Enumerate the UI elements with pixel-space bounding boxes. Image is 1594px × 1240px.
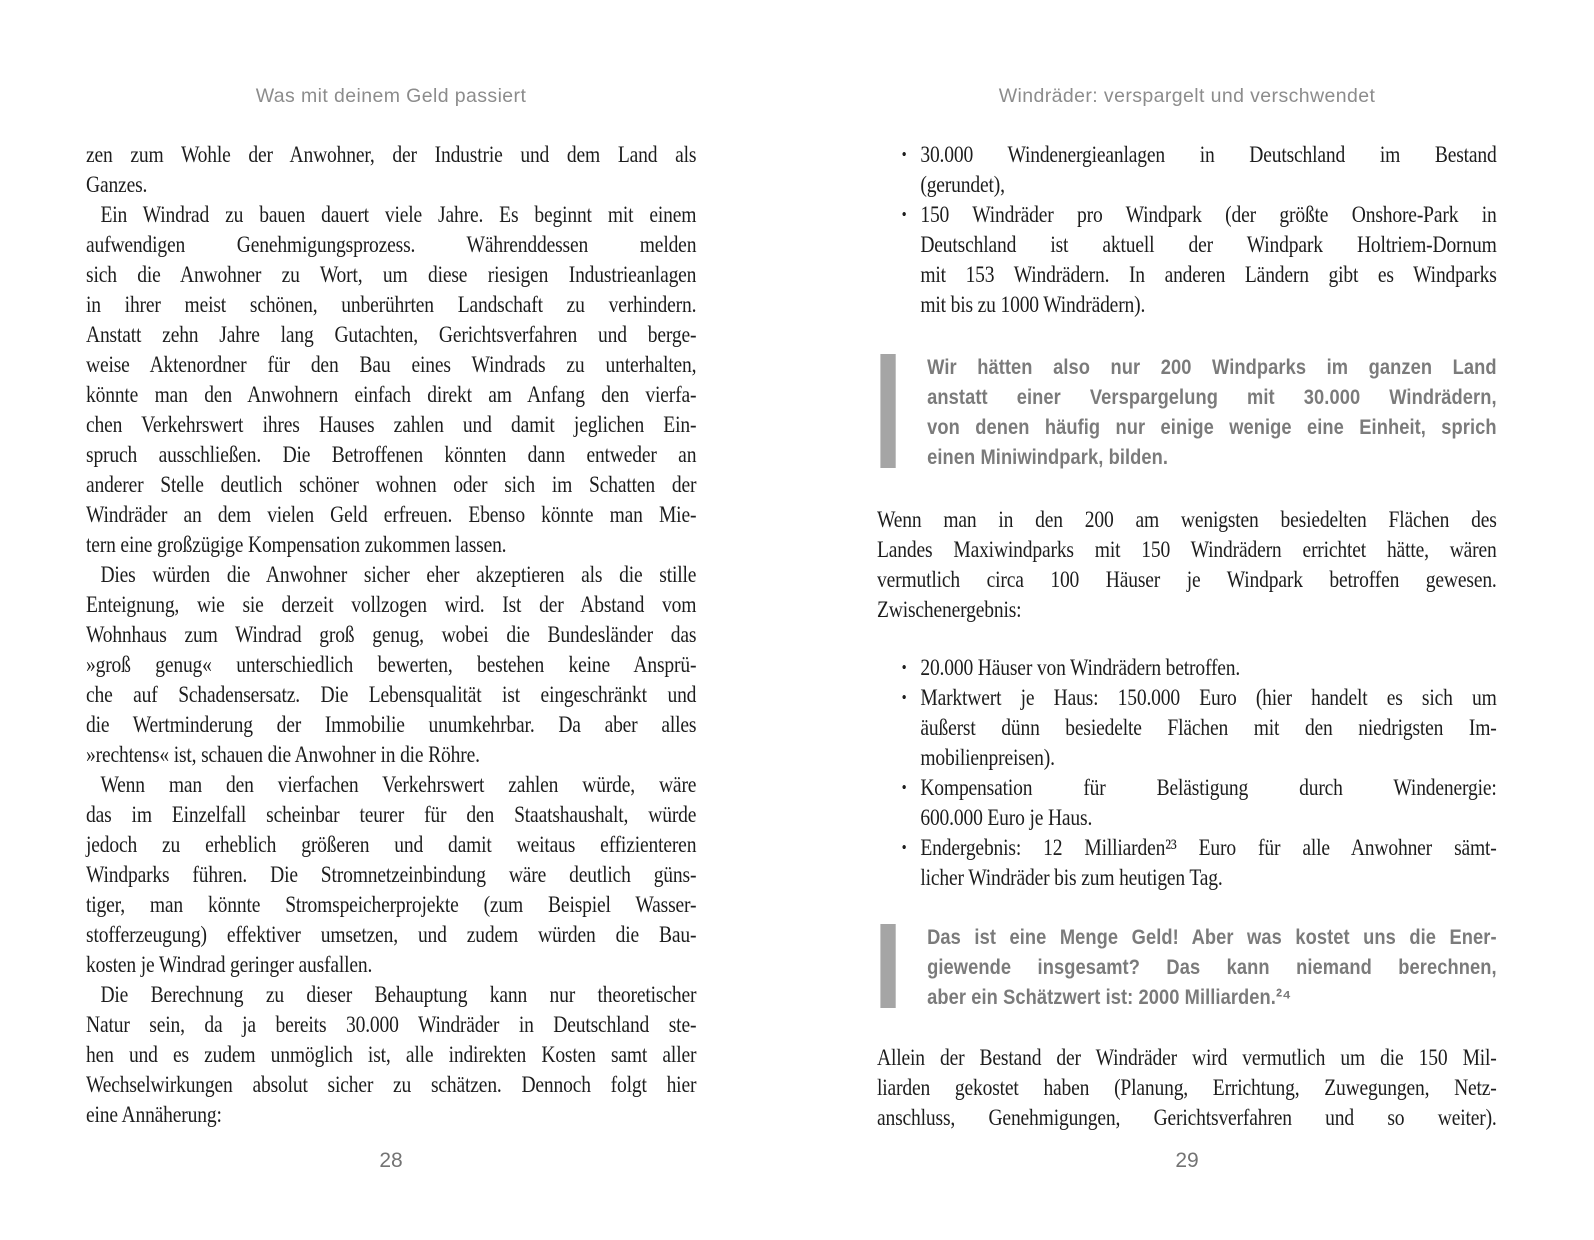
text-line: Kompensation für Belästigung durch Windenergie: [920,775,1497,800]
text-line: könnte man den Anwohnern einfach direkt am Anfang den vierfa- [86,382,697,407]
text-line: hen und es zudem unmöglich ist, alle indirekten Kosten samt aller [86,1042,697,1067]
text-line: Zwischenergebnis: [877,597,1022,622]
text-line: »groß genug« unterschiedlich bewerten, bestehen keine Ansprü- [86,652,697,677]
text-line: äußerst dünn besiedelte Flächen mit den niedrigsten Im- [920,715,1497,740]
bullet-icon: • [901,838,907,857]
page-number-right: 29 [1175,1149,1199,1172]
quote-bar [880,924,895,1008]
text-line: Wir hätten also nur 200 Windparks im ganzen Land [927,355,1497,379]
text-line: stofferzeugung) effektiver umsetzen, und zudem würden die Bau- [86,922,697,947]
text-line: tern eine großzügige Kompensation zukommen lassen. [86,532,507,557]
running-header-right: Windräder: verspargelt und verschwendet [998,85,1376,107]
text-line: Deutschland ist aktuell der Windpark Holtriem-Dornum [920,232,1497,257]
text-line: in ihrer meist schönen, unberührten Landschaft zu verhindern. [86,292,697,317]
text-line: licher Windräder bis zum heutigen Tag. [920,865,1223,890]
text-line: 30.000 Windenergieanlagen in Deutschland im Bestand [920,142,1497,167]
text-line: weise Aktenordner für den Bau eines Windrads zu unterhalten, [86,352,697,377]
bullet-icon: • [901,145,907,164]
text-line: 20.000 Häuser von Windrädern betroffen. [920,655,1241,680]
text-line: Ganzes. [86,172,148,197]
text-line: kosten je Windrad geringer ausfallen. [86,952,373,977]
text-line: Das ist eine Menge Geld! Aber was kostet uns die Ener- [927,925,1497,949]
text-line: 600.000 Euro je Haus. [920,805,1093,830]
text-line: 150 Windräder pro Windpark (der größte Onshore-Park in [920,202,1497,227]
right-page-text-block [877,0,1497,1240]
text-line: zen zum Wohle der Anwohner, der Industrie und dem Land als [86,142,697,167]
text-line: Windparks führen. Die Stromnetzeinbindung wäre deutlich güns- [86,862,697,887]
text-line: mobilienpreisen). [920,745,1055,770]
text-line: (gerundet), [920,172,1005,197]
text-line: chen Verkehrswert ihres Hauses zahlen und damit jeglichen Ein- [86,412,697,437]
bullet-icon: • [901,205,907,224]
text-line: spruch ausschließen. Die Betroffenen könnten dann entweder an [86,442,697,467]
bullet-icon: • [901,658,907,677]
text-line: einen Miniwindpark, bilden. [927,445,1169,469]
text-line: mit 153 Windrädern. In anderen Ländern gibt es Windparks [920,262,1497,287]
text-line: Endergebnis: 12 Milliarden²³ Euro für alle Anwohner sämt- [920,835,1497,860]
text-line: liarden gekostet haben (Planung, Errichtung, Zuwegungen, Netz- [877,1075,1497,1100]
text-line: Landes Maxiwindparks mit 150 Windrädern errichtet hätte, wären [877,537,1497,562]
text-line: jedoch zu erheblich größeren und damit weitaus effizienteren [86,832,697,857]
text-line: giewende insgesamt? Das kann niemand berechnen, [927,955,1497,979]
text-line: che auf Schadensersatz. Die Lebensqualität ist eingeschränkt und [86,682,697,707]
running-header-left: Was mit deinem Geld passiert [255,85,527,107]
quote-bar [880,354,895,468]
text-line: anstatt einer Verspargelung mit 30.000 Windrädern, [927,385,1497,409]
text-line: das im Einzelfall scheinbar teurer für den Staatshaushalt, würde [86,802,697,827]
text-line: anschluss, Genehmigungen, Gerichtsverfahren und so weiter). [877,1105,1497,1130]
text-line: tiger, man könnte Stromspeicherprojekte (zum Beispiel Wasser- [86,892,697,917]
text-line: Marktwert je Haus: 150.000 Euro (hier handelt es sich um [920,685,1497,710]
text-line: sich die Anwohner zu Wort, um diese riesigen Industrieanlagen [86,262,697,287]
text-line: Die Berechnung zu dieser Behauptung kann nur theoretischer [100,982,697,1007]
text-line: die Wertminderung der Immobilie unumkehrbar. Da aber alles [86,712,697,737]
text-line: Dies würden die Anwohner sicher eher akzeptieren als die stille [100,562,697,587]
page-number-left: 28 [379,1149,403,1172]
text-line: Windräder an dem vielen Geld erfreuen. Ebenso könnte man Mie- [86,502,697,527]
text-line: eine Annäherung: [86,1102,222,1127]
text-line: anderer Stelle deutlich schöner wohnen oder sich im Schatten der [86,472,697,497]
text-line: aber ein Schätzwert ist: 2000 Milliarden.²⁴ [927,985,1292,1009]
text-line: Wohnhaus zum Windrad groß genug, wobei die Bundesländer das [86,622,697,647]
text-line: vermutlich circa 100 Häuser je Windpark betroffen gewesen. [877,567,1497,592]
text-line: von denen häufig nur einige wenige eine Einheit, sprich [927,415,1497,439]
text-line: Wenn man in den 200 am wenigsten besiedelten Flächen des [877,507,1497,532]
text-line: Enteignung, wie sie derzeit vollzogen wird. Ist der Abstand vom [86,592,697,617]
text-line: Allein der Bestand der Windräder wird vermutlich um die 150 Mil- [877,1045,1497,1070]
text-line: »rechtens« ist, schauen die Anwohner in die Röhre. [86,742,480,767]
bullet-icon: • [901,688,907,707]
text-line: Ein Windrad zu bauen dauert viele Jahre. Es beginnt mit einem [100,202,697,227]
left-page-text-block [86,0,696,1240]
text-line: mit bis zu 1000 Windrädern). [920,292,1146,317]
text-line: Wechselwirkungen absolut sicher zu schätzen. Dennoch folgt hier [86,1072,697,1097]
text-line: Wenn man den vierfachen Verkehrswert zahlen würde, wäre [100,772,697,797]
bullet-icon: • [901,778,907,797]
text-line: Natur sein, da ja bereits 30.000 Windräder in Deutschland ste- [86,1012,697,1037]
text-line: Anstatt zehn Jahre lang Gutachten, Gerichtsverfahren und berge- [86,322,697,347]
text-line: aufwendigen Genehmigungsprozess. Währenddessen melden [86,232,697,257]
